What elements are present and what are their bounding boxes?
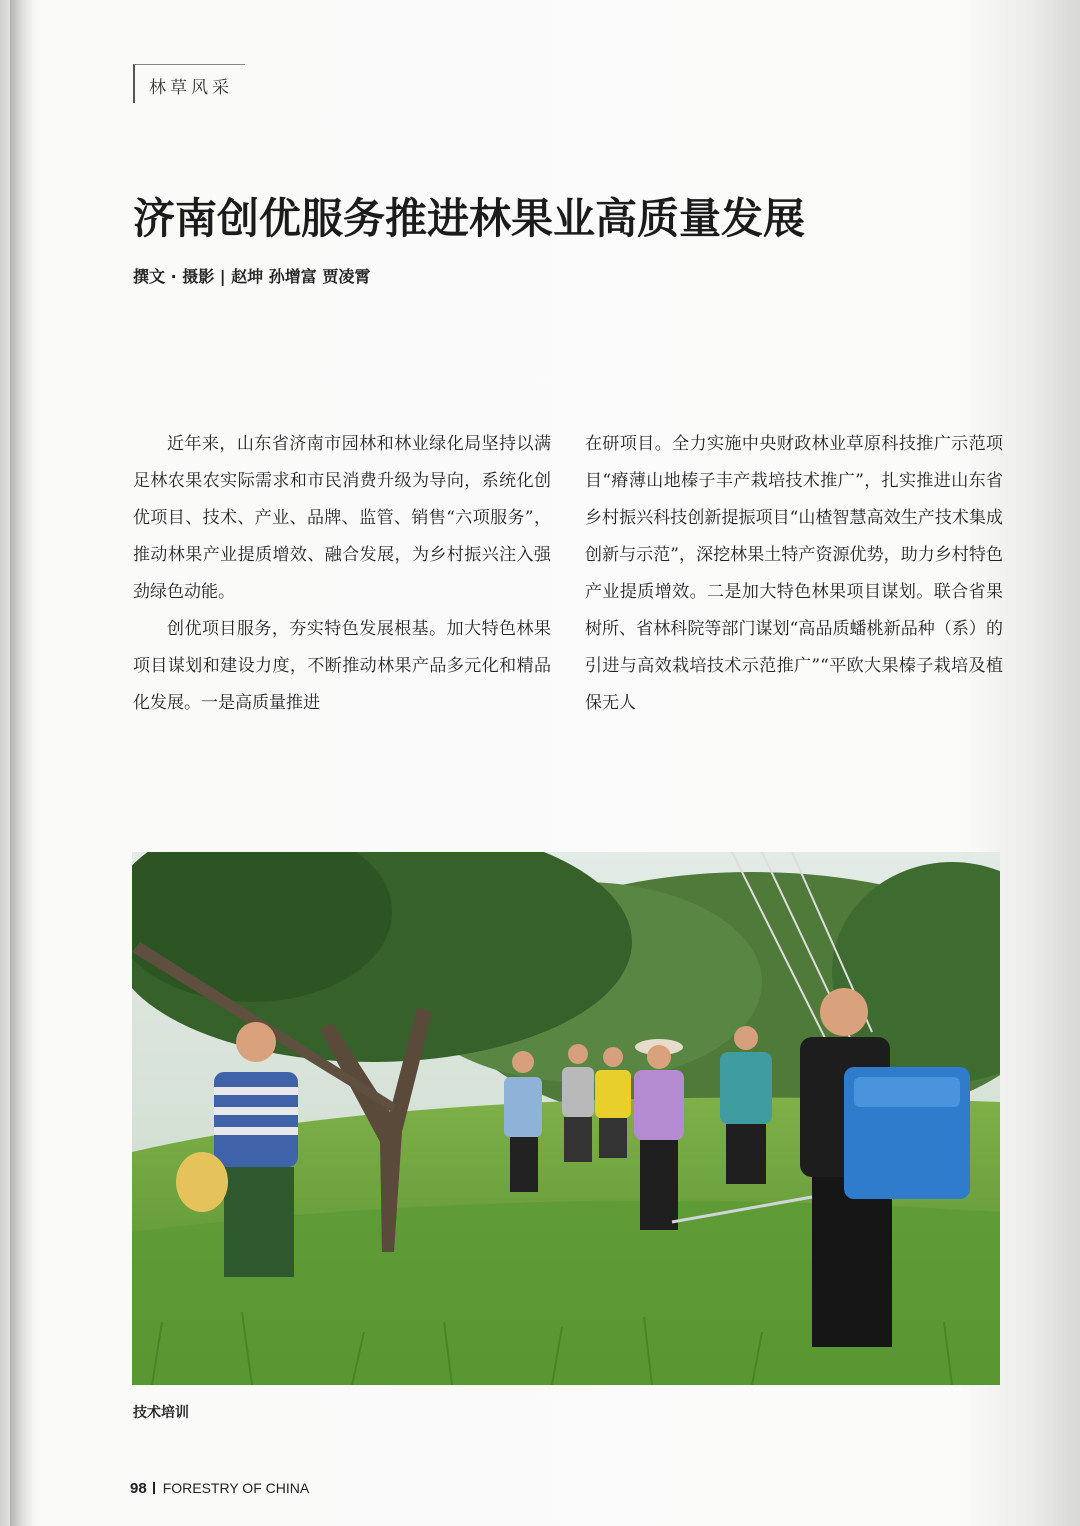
- article-title: 济南创优服务推进林果业高质量发展: [133, 194, 806, 243]
- magazine-name: FORESTRY OF CHINA: [162, 1480, 310, 1496]
- photo-caption: 技术培训: [133, 1405, 189, 1421]
- section-tag: 林草风采: [133, 64, 245, 103]
- article-byline: 撰文 · 摄影 | 赵坤 孙增富 贾凌霄: [133, 267, 371, 286]
- body-column-left: [133, 426, 551, 722]
- paragraph: 近年来，山东省济南市园林和林业绿化局坚持以满足林农果农实际需求和市民消费升级为导向，系统化创优项目、技术、产业、品牌、监管、销售“六项服务”，推动林果产业提质增效、融合发展，为乡村振兴注入强劲绿色动能。: [133, 434, 551, 602]
- paragraph: 创优项目服务，夯实特色发展根基。加大特色林果项目谋划和建设力度，不断推动林果产品多元化和精品化发展。一是高质量推进: [133, 619, 551, 713]
- body-column-right: [585, 426, 1003, 722]
- photo-illustration: [132, 852, 1000, 1385]
- orchard-training-photo: [132, 852, 1000, 1385]
- page-footer: [130, 1480, 309, 1497]
- page-spine-shadow: [10, 0, 32, 1526]
- footer-divider: [153, 1482, 155, 1494]
- paragraph: 在研项目。全力实施中央财政林业草原科技推广示范项目“瘠薄山地榛子丰产栽培技术推广”，扎实推进山东省乡村振兴科技创新提振项目“山楂智慧高效生产技术集成创新与示范”，深挖林果土特产资源优势，助力乡村特色产业提质增效。二是加大特色林果项目谋划。联合省果树所、省林科院等部门谋划“高品质蟠桃新品种（系）的引进与高效栽培技术示范推广”“平欧大果榛子栽培及植保无人: [585, 434, 1003, 713]
- page-number: 98: [130, 1480, 147, 1497]
